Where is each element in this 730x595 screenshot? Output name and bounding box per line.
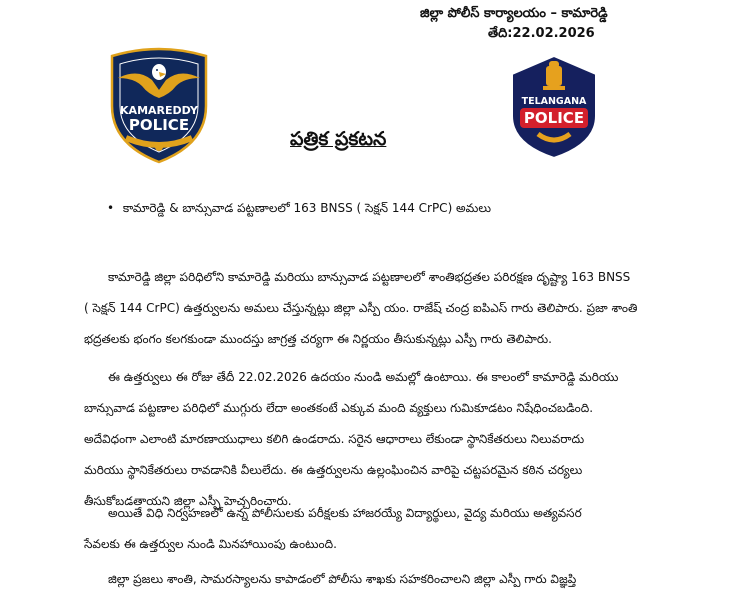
para-line: ఈ ఉత్తర్వులు ఈ రోజు తేదీ 22.02.2026 ఉదయం నుండి అమల్లో ఉంటాయి. ఈ కాలంలో కామారెడ్డి మరియు — [108, 370, 619, 384]
para-line: అదేవిధంగా ఎలాంటి మారణాయుధాలు కలిగి ఉండరాదు. సరైన ఆధారాలు లేకుండా స్థానికేతరులు నిలువరాదు — [84, 432, 585, 446]
bullet-icon: • — [107, 201, 115, 215]
para-line: అయితే విధి నిర్వహణలో ఉన్న పోలీసులకు పరీక్షలకు హాజరయ్యే విద్యార్థులు, వైద్య మరియు అత్యవసర — [108, 506, 582, 520]
paragraph-1 — [84, 262, 640, 355]
para-line: సేవలకు ఈ ఉత్తర్వుల నుండి మినహాయింపు ఉంటుంది. — [84, 537, 337, 551]
release-date: తేది:22.02.2026 — [488, 26, 595, 41]
para-line: తీసుకోబడతాయని జిల్లా ఎస్పీ హెచ్చరించారు. — [84, 494, 292, 508]
paragraph-4 — [84, 564, 640, 595]
para-line: బాన్సువాడ పట్టణాల పరిధిలో ముగ్గురు లేదా అంతకంటే ఎక్కువ మంది వ్యక్తులు గుమికూడటం నిషేధించబడింది. — [84, 401, 594, 415]
para-line: జిల్లా ప్రజలు శాంతి, సామరస్యాలను కాపాడంలో పోలీసు శాఖకు సహకరించాలని జిల్లా ఎస్పీ గారు విజ్ఞప్తి — [108, 572, 577, 586]
para-line: ( సెక్షన్ 144 CrPC) ఉత్తర్వులను అమలు చేస్తున్నట్లు జిల్లా ఎస్పీ యం. రాజేష్ చంద్ర ఐపిఎస్ గారు తెలిపారు. ప్రజా శాంతి — [84, 301, 638, 315]
kamareddy-police-logo — [104, 46, 214, 164]
logo-left-line1: KAMAREDDY — [120, 104, 198, 117]
logo-right-line1: TELANGANA — [521, 96, 587, 107]
para-line: భద్రతలకు భంగం కలగకుండా ముందస్తు జాగ్రత్త చర్యగా ఈ నిర్ణయం తీసుకున్నట్లు ఎస్పీ గారు తెలిపారు. — [84, 332, 552, 346]
press-release-title: పత్రిక ప్రకటన — [290, 128, 387, 150]
logo-right-line2: POLICE — [523, 109, 585, 127]
para-line: మరియు స్థానికేతరులు రావడానికి వీలులేదు. ఈ ఉత్తర్వులను ఉల్లంఘించిన వారిపై చట్టపరమైన కఠిన చర్యలు — [84, 463, 583, 477]
logo-left-line2: POLICE — [128, 116, 190, 134]
subject-bullet — [107, 201, 491, 218]
subject-text: కామారెడ్డి & బాన్సువాడ పట్టణాలలో 163 BNSS ( సెక్షన్ 144 CrPC) అమలు — [122, 201, 492, 215]
office-header: జిల్లా పోలీస్ కార్యాలయం – కామారెడ్డి — [420, 6, 608, 21]
paragraph-3 — [84, 498, 640, 560]
paragraph-2 — [84, 362, 640, 517]
telangana-police-logo — [506, 52, 602, 160]
para-line: కామారెడ్డి జిల్లా పరిధిలోని కామారెడ్డి మరియు బాన్సువాడ పట్టణాలలో శాంతిభద్రతల పరిరక్షణ దృష్ట్యా 163 BNSS — [108, 270, 631, 284]
